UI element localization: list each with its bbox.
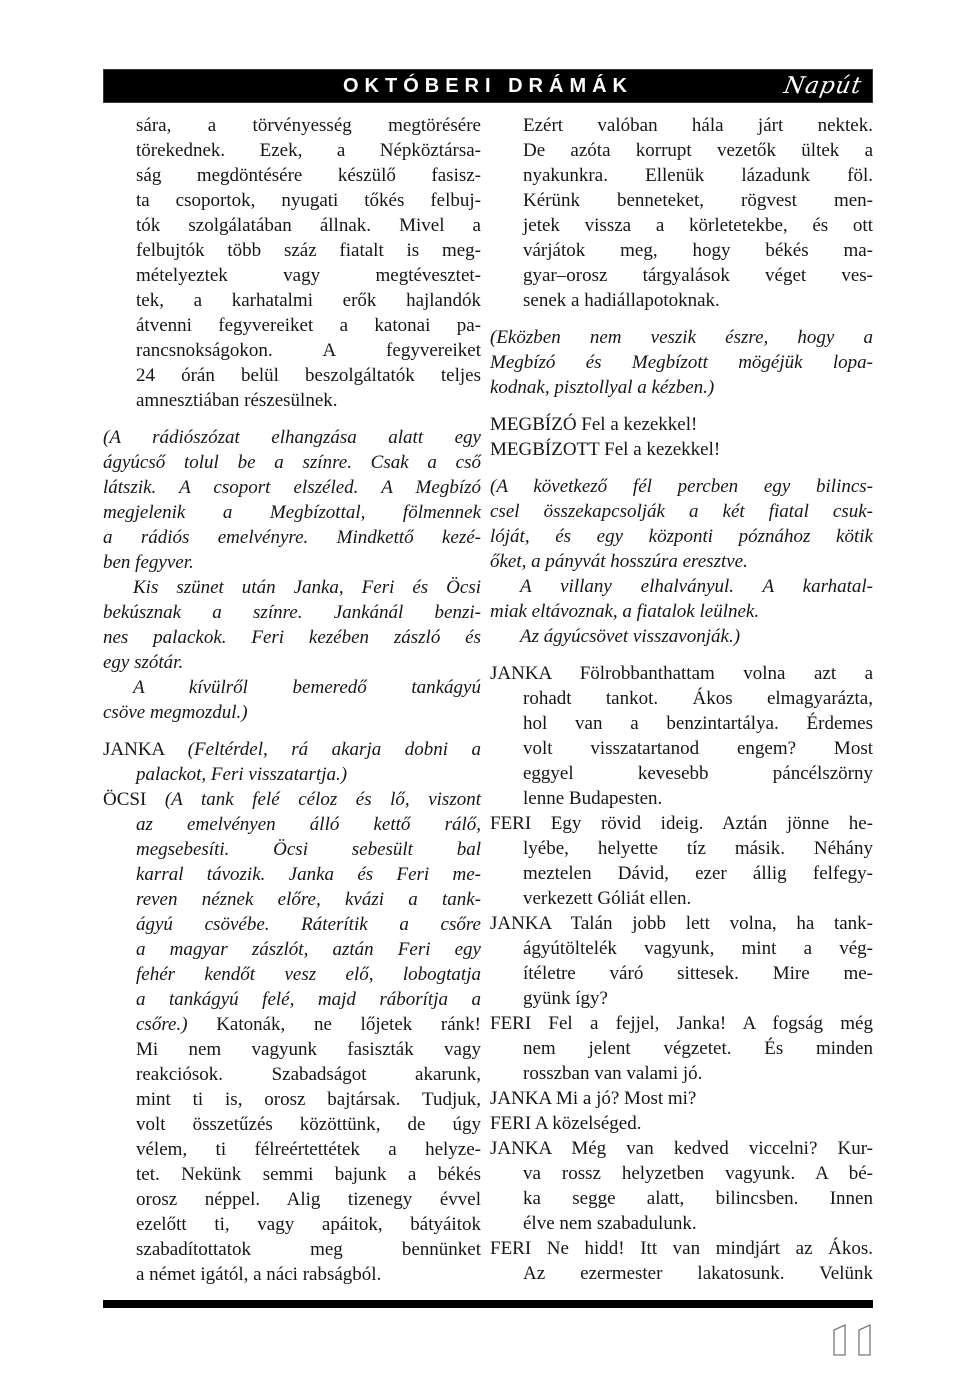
text-line bbox=[490, 499, 873, 524]
text-line bbox=[103, 1187, 481, 1212]
italic-text: (Eközben nem veszik észre, hogy a bbox=[490, 327, 873, 348]
plain-text: szabadítottatok meg bennünket bbox=[136, 1239, 481, 1260]
plain-text: ta csoportok, nyugati tőkés felbuj- bbox=[136, 190, 481, 211]
dialogue-megbizott bbox=[490, 437, 873, 462]
text-line bbox=[103, 1262, 481, 1287]
dialogue-continuation bbox=[103, 113, 481, 413]
dialogue-feri bbox=[490, 1011, 873, 1086]
plain-text: De azóta korrupt vezetők ültek a bbox=[523, 140, 873, 161]
text-line bbox=[490, 437, 873, 462]
text-line bbox=[103, 937, 481, 962]
text-line bbox=[103, 1012, 481, 1037]
text-line bbox=[103, 138, 481, 163]
stage-direction bbox=[490, 474, 873, 649]
text-line bbox=[103, 338, 481, 363]
italic-text: (Feltérdel, rá akarja dobni a bbox=[187, 739, 481, 760]
text-line bbox=[103, 1162, 481, 1187]
italic-text: lóját, és egy központi póznához kötik bbox=[490, 526, 873, 547]
plain-text: Az ezermester lakatosunk. Velünk bbox=[523, 1263, 873, 1284]
plain-text: eggyel kevesebb páncélszörny bbox=[523, 763, 873, 784]
italic-text: csöve megmozdul.) bbox=[103, 702, 248, 723]
text-line bbox=[103, 238, 481, 263]
plain-text: orosz néppel. Alig tizenegy évvel bbox=[136, 1189, 481, 1210]
plain-text: FERI Ne hidd! Itt van mindjárt az Ákos. bbox=[490, 1238, 873, 1259]
text-line bbox=[103, 887, 481, 912]
text-line bbox=[490, 1111, 873, 1136]
plain-text: lyébe, helyette tíz másik. Néhány bbox=[523, 838, 873, 859]
italic-text: Az ágyúcsövet visszavonják.) bbox=[520, 626, 741, 647]
italic-text: Megbízó és Megbízott mögéjük lopa- bbox=[490, 352, 873, 373]
plain-text: ka segge alatt, bilincsben. Innen bbox=[523, 1188, 873, 1209]
text-line bbox=[490, 861, 873, 886]
text-line bbox=[103, 675, 481, 700]
italic-text: (A rádiószózat elhangzása alatt egy bbox=[103, 427, 481, 448]
text-line bbox=[490, 524, 873, 549]
plain-text: senek a hadiállapotoknak. bbox=[523, 290, 720, 311]
italic-text: miak eltávoznak, a fiatalok leülnek. bbox=[490, 601, 760, 622]
text-line bbox=[490, 1136, 873, 1161]
text-line bbox=[490, 213, 873, 238]
text-line bbox=[103, 550, 481, 575]
italic-text: ágyúcső tolul be a színre. Csak a cső bbox=[103, 452, 481, 473]
plain-text: nem jelent végzetet. És minden bbox=[523, 1038, 873, 1059]
plain-text: gyar–orosz tárgyalások véget ves- bbox=[523, 265, 873, 286]
plain-text: rohadt tankot. Ákos elmagyarázta, bbox=[523, 688, 873, 709]
plain-text: várjátok meg, hogy békés ma- bbox=[523, 240, 873, 261]
text-line bbox=[490, 786, 873, 811]
plain-text: volt összetűzés közöttünk, de úgy bbox=[136, 1114, 481, 1135]
text-line bbox=[103, 1212, 481, 1237]
italic-text: ben fegyver. bbox=[103, 552, 194, 573]
plain-text: tók szolgálatában állnak. Mivel a bbox=[136, 215, 481, 236]
plain-text: ezelőtt ti, vagy apáitok, bátyáitok bbox=[136, 1214, 481, 1235]
plain-text: FERI Fel a fejjel, Janka! A fogság még bbox=[490, 1013, 873, 1034]
text-line bbox=[490, 836, 873, 861]
plain-text: JANKA Fölrobbanthattam volna azt a bbox=[490, 663, 873, 684]
text-line bbox=[490, 1261, 873, 1286]
italic-text: csőre.) bbox=[136, 1014, 217, 1035]
text-line bbox=[103, 1037, 481, 1062]
italic-text: palackot, Feri visszatartja.) bbox=[136, 764, 348, 785]
italic-text: nes palackok. Feri kezében zászló és bbox=[103, 627, 481, 648]
italic-text: fehér kendőt vesz elő, lobogtatja bbox=[136, 964, 481, 985]
text-line bbox=[490, 886, 873, 911]
text-line bbox=[103, 475, 481, 500]
text-line bbox=[103, 500, 481, 525]
text-line bbox=[103, 862, 481, 887]
italic-text: bekúsznak a színre. Jankánál benzi- bbox=[103, 602, 481, 623]
text-line bbox=[490, 238, 873, 263]
dialogue-feri bbox=[490, 1236, 873, 1286]
text-line bbox=[490, 1161, 873, 1186]
italic-text: A kívülről bemeredő tankágyú bbox=[133, 677, 481, 698]
text-line bbox=[103, 987, 481, 1012]
text-line bbox=[103, 962, 481, 987]
text-line bbox=[490, 138, 873, 163]
text-line bbox=[103, 1137, 481, 1162]
text-line bbox=[490, 761, 873, 786]
text-line bbox=[103, 1237, 481, 1262]
plain-text: FERI Egy rövid ideig. Aztán jönne he- bbox=[490, 813, 873, 834]
naput-logo: Napút bbox=[782, 73, 865, 99]
text-line bbox=[490, 986, 873, 1011]
dialogue-continuation bbox=[490, 113, 873, 313]
text-line bbox=[490, 1186, 873, 1211]
text-line bbox=[490, 599, 873, 624]
dialogue-ocsi bbox=[103, 787, 481, 1287]
text-line bbox=[490, 350, 873, 375]
text-line bbox=[103, 525, 481, 550]
text-line bbox=[490, 736, 873, 761]
plain-text: volt visszatartanod engem? Most bbox=[523, 738, 873, 759]
text-line bbox=[103, 425, 481, 450]
text-line bbox=[103, 1112, 481, 1137]
plain-text: Kérünk benneteket, rögvest men- bbox=[523, 190, 873, 211]
text-line bbox=[490, 188, 873, 213]
text-line bbox=[103, 163, 481, 188]
plain-text: Katonák, ne lőjetek ránk! bbox=[216, 1014, 481, 1035]
italic-text: a tankágyú felé, majd ráborítja a bbox=[136, 989, 481, 1010]
text-line bbox=[103, 737, 481, 762]
italic-text: látszik. A csoport elszéled. A Megbízó bbox=[103, 477, 481, 498]
plain-text: felbujtók több száz fiatalt is meg- bbox=[136, 240, 481, 261]
text-line bbox=[490, 1036, 873, 1061]
text-line bbox=[490, 549, 873, 574]
plain-text: vélem, ti félreértettétek a helyze- bbox=[136, 1139, 481, 1160]
dialogue-feri bbox=[490, 811, 873, 911]
plain-text: JANKA Még van kedved viccelni? Kur- bbox=[490, 1138, 873, 1159]
text-line bbox=[103, 188, 481, 213]
plain-text: mint ti is, orosz bajtársak. Tudjuk, bbox=[136, 1089, 481, 1110]
plain-text: tet. Nekünk semmi bajunk a békés bbox=[136, 1164, 481, 1185]
dialogue-janka bbox=[490, 661, 873, 811]
text-line bbox=[103, 912, 481, 937]
text-line bbox=[490, 1211, 873, 1236]
plain-text: 24 órán belül beszolgáltatók teljes bbox=[136, 365, 481, 386]
text-line bbox=[490, 263, 873, 288]
plain-text: JANKA Mi a jó? Most mi? bbox=[490, 1088, 697, 1109]
plain-text: va rossz helyzetben vagyunk. A bé- bbox=[523, 1163, 873, 1184]
text-line bbox=[103, 450, 481, 475]
plain-text: a német igától, a náci rabságból. bbox=[136, 1264, 382, 1285]
stage-direction bbox=[103, 425, 481, 725]
dialogue-janka bbox=[490, 1086, 873, 1111]
plain-text: nyakunkra. Ellenük lázadunk föl. bbox=[523, 165, 873, 186]
plain-text: verkezett Góliát ellen. bbox=[523, 888, 692, 909]
text-line bbox=[490, 686, 873, 711]
italic-text: A villany elhalványul. A karhatal- bbox=[520, 576, 873, 597]
text-line bbox=[490, 936, 873, 961]
page-title: OKTÓBERI DRÁMÁK bbox=[343, 75, 633, 97]
italic-text: Kis szünet után Janka, Feri és Öcsi bbox=[133, 577, 481, 598]
plain-text: reakciósok. Szabadságot akarunk, bbox=[136, 1064, 481, 1085]
text-line bbox=[490, 811, 873, 836]
plain-text: JANKA Talán jobb lett volna, ha tank- bbox=[490, 913, 873, 934]
dialogue-janka bbox=[490, 911, 873, 1011]
italic-text: a magyar zászlót, aztán Feri egy bbox=[136, 939, 481, 960]
italic-text: a rádiós emelvényre. Mindkettő kezé- bbox=[103, 527, 481, 548]
footer-rule bbox=[103, 1300, 873, 1308]
text-line bbox=[103, 1087, 481, 1112]
text-line bbox=[103, 313, 481, 338]
italic-text: megsebesíti. Öcsi sebesült bal bbox=[136, 839, 481, 860]
italic-text: megjelenik a Megbízottal, fölmennek bbox=[103, 502, 481, 523]
plain-text: rosszban van valami jó. bbox=[523, 1063, 703, 1084]
text-line bbox=[490, 911, 873, 936]
text-line bbox=[103, 363, 481, 388]
text-line bbox=[490, 1086, 873, 1111]
text-line bbox=[103, 1062, 481, 1087]
stage-direction bbox=[490, 325, 873, 400]
right-column bbox=[490, 113, 873, 1287]
italic-text: kodnak, pisztollyal a kézben.) bbox=[490, 377, 715, 398]
dialogue-janka bbox=[103, 737, 481, 787]
text-line bbox=[490, 961, 873, 986]
plain-text: MEGBÍZOTT Fel a kezekkel! bbox=[490, 439, 721, 460]
plain-text: jetek vissza a körletetekbe, és ott bbox=[523, 215, 873, 236]
plain-text: mételyeztek vagy megtévesztet- bbox=[136, 265, 481, 286]
plain-text: átvenni fegyvereiket a katonai pa- bbox=[136, 315, 481, 336]
plain-text: hol van a benzintartálya. Érdemes bbox=[523, 713, 873, 734]
plain-text: tek, a karhatalmi erők hajlandók bbox=[136, 290, 481, 311]
plain-text: ság megdöntésére készülő fasisz- bbox=[136, 165, 481, 186]
text-line bbox=[103, 288, 481, 313]
text-line bbox=[490, 1011, 873, 1036]
plain-text: meztelen Dávid, ezer állig felfegy- bbox=[523, 863, 873, 884]
plain-text: FERI A közelséged. bbox=[490, 1113, 642, 1134]
plain-text: sára, a törvényesség megtörésére bbox=[136, 115, 481, 136]
text-line bbox=[490, 624, 873, 649]
text-line bbox=[490, 163, 873, 188]
italic-text: (A következő fél percben egy bilincs- bbox=[490, 476, 873, 497]
text-line bbox=[103, 575, 481, 600]
text-line bbox=[103, 388, 481, 413]
text-line bbox=[103, 650, 481, 675]
text-line bbox=[490, 711, 873, 736]
plain-text: ÖCSI bbox=[103, 789, 165, 810]
dialogue-feri bbox=[490, 1111, 873, 1136]
text-line bbox=[490, 375, 873, 400]
plain-text: Mi nem vagyunk fasiszták vagy bbox=[136, 1039, 481, 1060]
plain-text: Ezért valóban hála járt nektek. bbox=[523, 115, 873, 136]
italic-text: őket, a pányvát hosszúra eresztve. bbox=[490, 551, 748, 572]
text-line bbox=[490, 325, 873, 350]
article-body bbox=[103, 113, 873, 1287]
plain-text: rancsnokságokon. A fegyvereiket bbox=[136, 340, 481, 361]
plain-text: MEGBÍZÓ Fel a kezekkel! bbox=[490, 414, 698, 435]
plain-text: ágyútöltelék vagyunk, mint a vég- bbox=[523, 938, 873, 959]
plain-text: amnesztiában részesülnek. bbox=[136, 390, 338, 411]
text-line bbox=[103, 837, 481, 862]
text-line bbox=[103, 700, 481, 725]
text-line bbox=[490, 1061, 873, 1086]
plain-text: ítéletre váró sittesek. Mire me- bbox=[523, 963, 873, 984]
text-line bbox=[490, 661, 873, 686]
dialogue-megbizo bbox=[490, 412, 873, 437]
text-line bbox=[490, 1236, 873, 1261]
text-line bbox=[103, 787, 481, 812]
plain-text: lenne Budapesten. bbox=[523, 788, 663, 809]
plain-text: törekednek. Ezek, a Népköztársa- bbox=[136, 140, 481, 161]
italic-text: az emelvényen álló kettő rálő, bbox=[136, 814, 481, 835]
italic-text: egy szótár. bbox=[103, 652, 184, 673]
header-bar bbox=[103, 69, 873, 103]
text-line bbox=[490, 574, 873, 599]
text-line bbox=[103, 263, 481, 288]
text-line bbox=[103, 762, 481, 787]
italic-text: csel összekapcsolják a két fiatal csuk- bbox=[490, 501, 873, 522]
text-line bbox=[103, 812, 481, 837]
italic-text: (A tank felé céloz és lő, viszont bbox=[164, 789, 481, 810]
left-column bbox=[103, 113, 481, 1287]
text-line bbox=[103, 213, 481, 238]
plain-text: élve nem szabadulunk. bbox=[523, 1213, 697, 1234]
text-line bbox=[490, 113, 873, 138]
plain-text: gyünk így? bbox=[523, 988, 608, 1009]
text-line bbox=[490, 412, 873, 437]
text-line bbox=[490, 288, 873, 313]
dialogue-janka bbox=[490, 1136, 873, 1236]
page-number-outline-digits bbox=[833, 1323, 871, 1357]
italic-text: reven néznek előre, kvázi a tank- bbox=[136, 889, 481, 910]
text-line bbox=[103, 113, 481, 138]
text-line bbox=[490, 474, 873, 499]
text-line bbox=[103, 600, 481, 625]
text-line bbox=[103, 625, 481, 650]
italic-text: ágyú csövébe. Ráterítik a csőre bbox=[136, 914, 481, 935]
italic-text: karral távozik. Janka és Feri me- bbox=[136, 864, 481, 885]
page-number bbox=[833, 1323, 871, 1362]
plain-text: JANKA bbox=[103, 739, 188, 760]
